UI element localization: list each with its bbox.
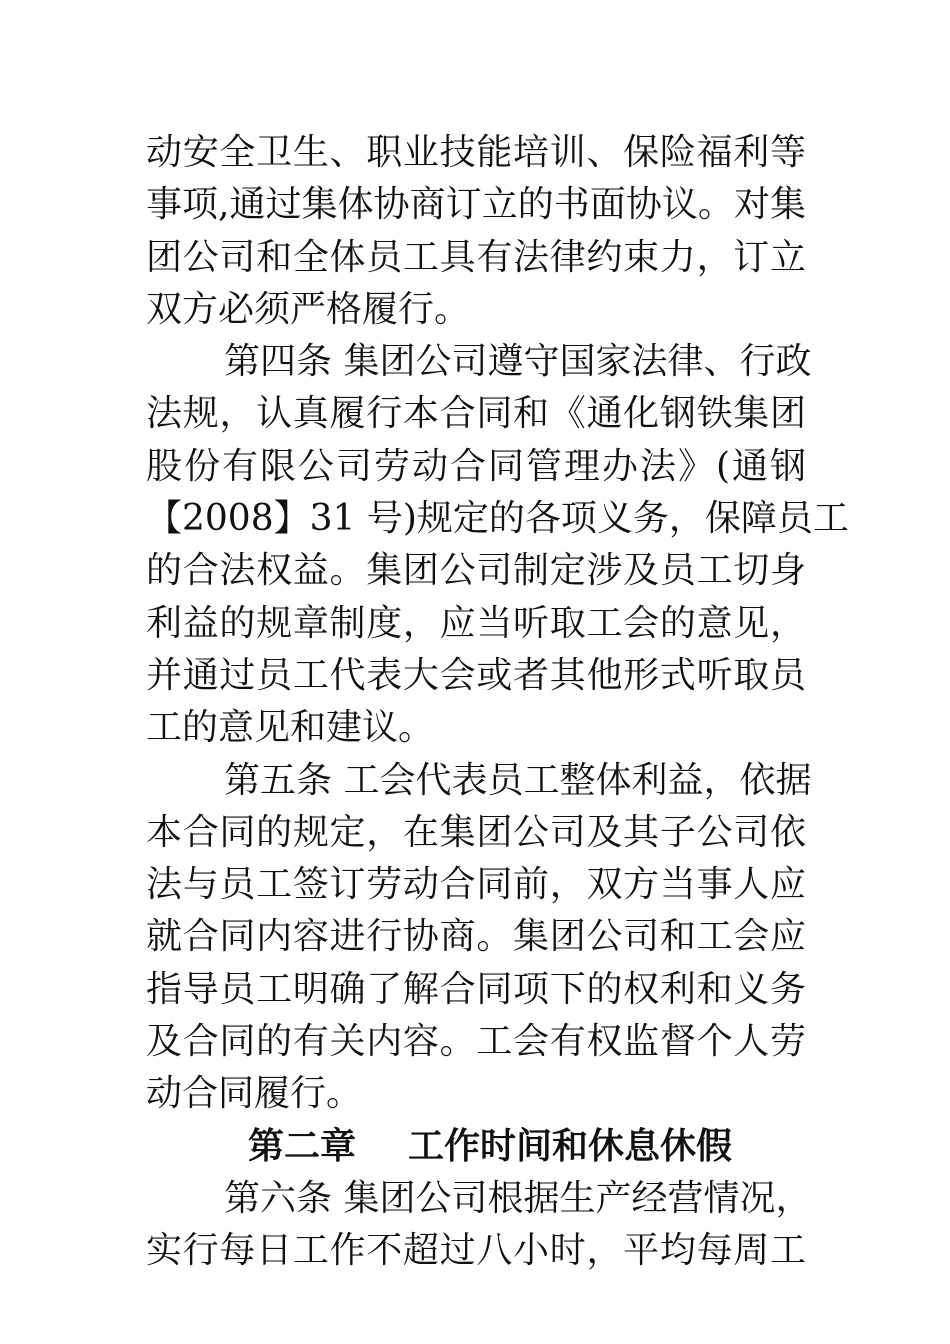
paragraph-line: 法规，认真履行本合同和《通化钢铁集团 — [146, 393, 806, 435]
chapter-title: 工作时间和休息休假 — [408, 1125, 733, 1167]
paragraph-line: 本合同的规定，在集团公司及其子公司依 — [146, 811, 806, 853]
paragraph-line: 动合同履行。 — [146, 1073, 363, 1115]
paragraph-line: 指导员工明确了解合同项下的权利和义务 — [146, 968, 806, 1010]
chapter-number: 第二章 — [248, 1125, 357, 1167]
paragraph-line: 及合同的有关内容。工会有权监督个人劳 — [146, 1021, 806, 1063]
article-5-first-line: 第五条 工会代表员工整体利益，依据 — [224, 759, 812, 801]
paragraph-line: 【2008】31 号)规定的各项义务，保障员工 — [146, 498, 849, 540]
paragraph-line: 实行每日工作不超过八小时，平均每周工 — [146, 1230, 806, 1272]
paragraph-line: 的合法权益。集团公司制定涉及员工切身 — [146, 550, 806, 592]
article-6-first-line: 第六条 集团公司根据生产经营情况， — [224, 1177, 812, 1219]
paragraph-line: 工的意见和建议。 — [146, 707, 435, 749]
paragraph-line: 利益的规章制度，应当听取工会的意见， — [146, 602, 806, 644]
paragraph-line: 动安全卫生、职业技能培训、保险福利等 — [146, 132, 806, 173]
paragraph-line: 股份有限公司劳动合同管理办法》(通钢 — [146, 445, 806, 487]
document-body — [146, 127, 849, 1278]
article-4-first-line: 第四条 集团公司遵守国家法律、行政 — [224, 341, 812, 383]
paragraph-line: 团公司和全体员工具有法律约束力，订立 — [146, 236, 806, 278]
paragraph-line: 并通过员工代表大会或者其他形式听取员 — [146, 654, 806, 696]
paragraph-line: 双方必须严格履行。 — [146, 288, 471, 330]
paragraph-line: 事项,通过集体协商订立的书面协议。对集 — [146, 184, 806, 226]
paragraph-line: 法与员工签订劳动合同前，双方当事人应 — [146, 864, 806, 906]
chapter-heading — [146, 1121, 806, 1173]
paragraph-line: 就合同内容进行协商。集团公司和工会应 — [146, 916, 806, 958]
